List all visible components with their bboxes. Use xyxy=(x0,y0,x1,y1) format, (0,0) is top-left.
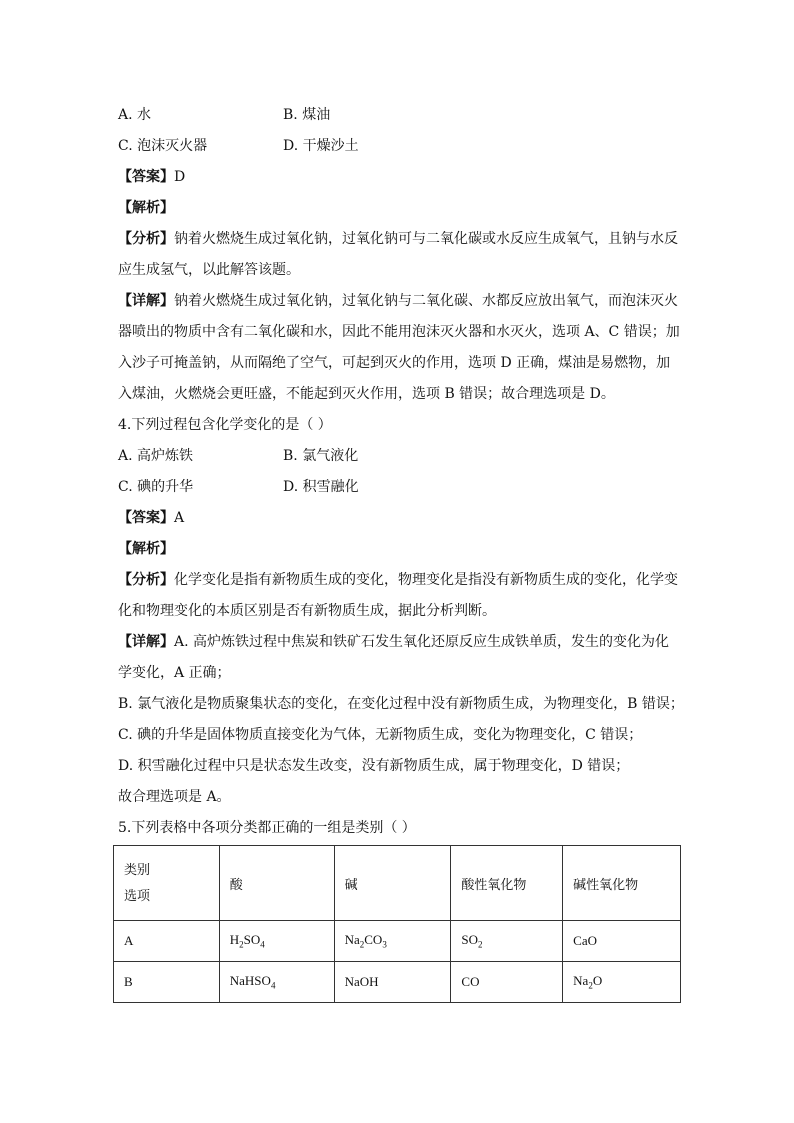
q3-analysis-tag: 【解析】 xyxy=(118,200,174,216)
q4-fenxi-line: 化和物理变化的本质区别是否有新物质生成，据此分析判断。 xyxy=(118,603,496,619)
answer-tag: 【答案】 xyxy=(118,169,174,185)
table-cell: $Na_2CO_3$ xyxy=(334,921,451,962)
header-acid: 酸 xyxy=(219,846,334,921)
q4-xiangjie xyxy=(118,627,684,813)
q3-option-a: A. 水 xyxy=(118,107,152,123)
table-corner-cell xyxy=(114,846,220,921)
q3-xiangjie-line: 入沙子可掩盖钠，从而隔绝了空气，可起到灭火的作用，选项 D 正确，煤油是易燃物，加 xyxy=(118,355,671,371)
q4-analysis-tag: 【解析】 xyxy=(118,541,174,557)
header-basic-oxide: 碱性氧化物 xyxy=(563,846,681,921)
q4-conclusion: 故合理选项是 A。 xyxy=(118,789,231,805)
q3-xiangjie-line: 钠着火燃烧生成过氧化钠，过氧化钠与二氧化碳、水都反应放出氧气，而泡沫灭火 xyxy=(174,293,678,309)
q3-options-row-2 xyxy=(118,131,684,162)
q3-answer xyxy=(118,162,684,193)
table-row xyxy=(114,962,681,1003)
q4-options-row-2 xyxy=(118,472,684,503)
table-header-row xyxy=(114,846,681,921)
table-cell: CO xyxy=(451,962,563,1003)
answer-value: D xyxy=(174,169,186,185)
q4-options-row-1 xyxy=(118,441,684,472)
q4-option-b: B. 氯气液化 xyxy=(283,448,359,464)
table-cell: NaHSO$_4$ xyxy=(219,962,334,1003)
q3-xiangjie xyxy=(118,286,684,410)
q4-option-a: A. 高炉炼铁 xyxy=(118,448,194,464)
q4-xiangjie-line: A. 高炉炼铁过程中焦炭和铁矿石发生氧化还原反应生成铁单质，发生的变化为化 xyxy=(174,634,670,650)
table-cell: $Na_2O$ xyxy=(563,962,681,1003)
q4-xiangjie-line: D. 积雪融化过程中只是状态发生改变，没有新物质生成，属于物理变化，D 错误； xyxy=(118,758,630,774)
row-label: A xyxy=(114,921,220,962)
fenxi-tag: 【分析】 xyxy=(118,572,174,588)
classification-table xyxy=(113,845,681,1003)
q4-fenxi-line: 化学变化是指有新物质生成的变化，物理变化是指没有新物质生成的变化，化学变 xyxy=(174,572,678,588)
q3-fenxi xyxy=(118,224,684,286)
xiangjie-tag: 【详解】 xyxy=(118,293,174,309)
answer-tag: 【答案】 xyxy=(118,510,174,526)
table-cell: $H_2SO_4$ xyxy=(219,921,334,962)
q3-xiangjie-line: 入煤油，火燃烧会更旺盛，不能起到灭火作用，选项 B 错误；故合理选项是 D。 xyxy=(118,386,615,402)
table-row xyxy=(114,921,681,962)
q5-stem: 5.下列表格中各项分类都正确的一组是类别（ ） xyxy=(118,820,416,836)
corner-option: 选项 xyxy=(124,888,151,903)
q3-option-b: B. 煤油 xyxy=(283,107,331,123)
table-cell: NaOH xyxy=(334,962,451,1003)
table-cell: $SO_2$ xyxy=(451,921,563,962)
row-label: B xyxy=(114,962,220,1003)
q4-fenxi xyxy=(118,565,684,627)
q3-option-d: D. 干燥沙土 xyxy=(283,138,359,154)
q4-xiangjie-line: B. 氯气液化是物质聚集状态的变化，在变化过程中没有新物质生成，为物理变化，B 错误； xyxy=(118,696,684,712)
q4-xiangjie-line: 学变化，A 正确； xyxy=(118,665,231,681)
q3-fenxi-line: 钠着火燃烧生成过氧化钠，过氧化钠可与二氧化碳或水反应生成氧气，且钠与水反 xyxy=(174,231,678,247)
fenxi-tag: 【分析】 xyxy=(118,231,174,247)
header-base: 碱 xyxy=(334,846,451,921)
q3-option-c: C. 泡沫灭火器 xyxy=(118,138,208,154)
header-acidic-oxide: 酸性氧化物 xyxy=(451,846,563,921)
q3-fenxi-line: 应生成氢气，以此解答该题。 xyxy=(118,262,300,278)
q4-answer xyxy=(118,503,684,534)
q4-option-c: C. 碘的升华 xyxy=(118,479,194,495)
corner-category: 类别 xyxy=(124,862,151,877)
q3-xiangjie-line: 器喷出的物质中含有二氧化碳和水，因此不能用泡沫灭火器和水灭火，选项 A、C 错误；加 xyxy=(118,324,680,340)
q4-xiangjie-line: C. 碘的升华是固体物质直接变化为气体，无新物质生成，变化为物理变化，C 错误； xyxy=(118,727,643,743)
q4-stem: 4.下列过程包含化学变化的是（ ） xyxy=(118,417,332,433)
table-cell: CaO xyxy=(563,921,681,962)
content xyxy=(118,100,684,844)
q3-options-row-1 xyxy=(118,100,684,131)
answer-value: A xyxy=(174,510,185,526)
xiangjie-tag: 【详解】 xyxy=(118,634,174,650)
q4-option-d: D. 积雪融化 xyxy=(283,479,359,495)
